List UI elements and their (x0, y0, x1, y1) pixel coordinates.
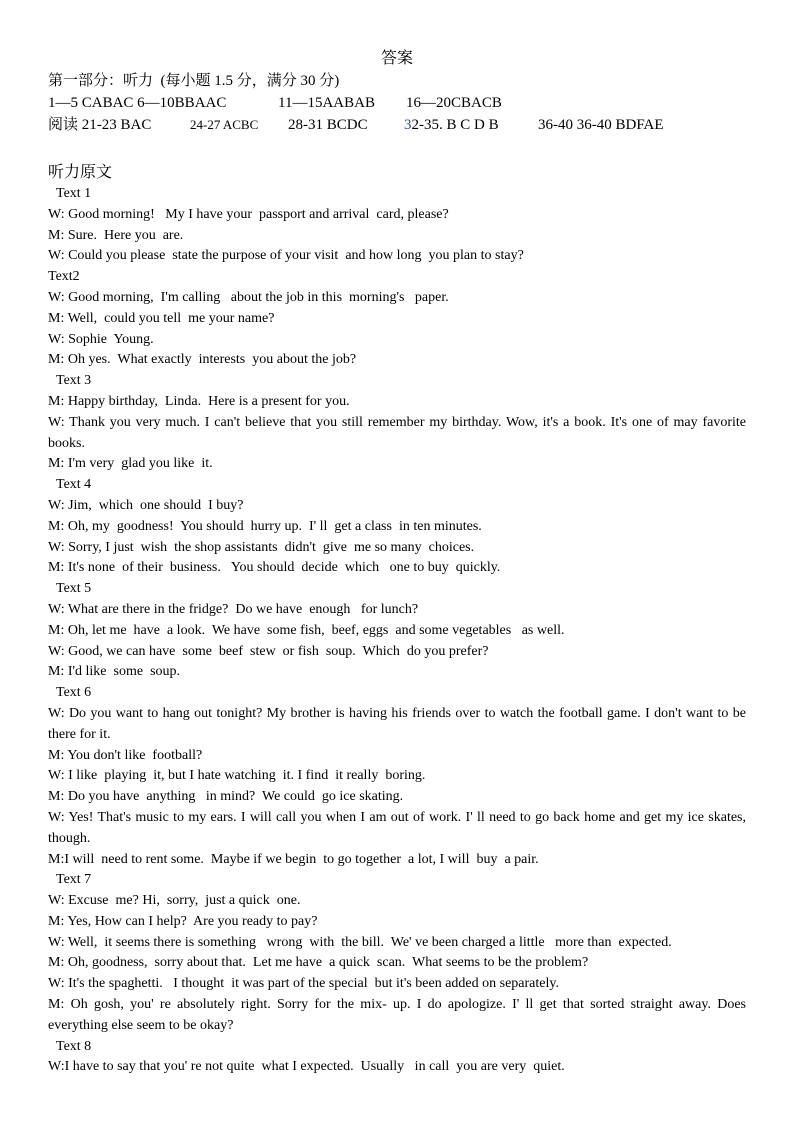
dialogue-line: M:I will need to rent some. Maybe if we begin to go together a lot, I will buy a pair. (48, 851, 539, 867)
text-label: Text 1 (56, 186, 92, 201)
transcript (48, 184, 746, 1078)
listening-answers-16-20: 16—20CBACB (406, 95, 502, 111)
text-label: Text2 (48, 269, 80, 285)
page-title: 答案 (380, 50, 413, 67)
dialogue-line: M: Oh, let me have a look. We have some fish, beef, eggs and some vegetables as well. (48, 622, 565, 638)
dialogue-line: M: Oh, goodness, sorry about that. Let me have a quick scan. What seems to be the problem? (48, 955, 589, 971)
dialogue-line: W: Excuse me? Hi, sorry, just a quick one. (48, 893, 301, 909)
reading-answers-28-31: 28-31 BCDC (288, 117, 368, 133)
dialogue-line: M: Well, could you tell me your name? (48, 310, 275, 326)
text-label: Text 4 (56, 477, 92, 493)
reading-answers-21-23: 阅读 21-23 BAC (48, 117, 152, 133)
reading-answers-32-prefix: 3 (404, 117, 412, 133)
answer-document (48, 48, 746, 1078)
dialogue-line: M: Sure. Here you are. (48, 227, 184, 243)
dialogue-line: W: Good morning! My I have your passport and arrival card, please? (48, 206, 449, 222)
dialogue-line: W: Sophie Young. (48, 331, 154, 347)
dialogue-line: M: I'm very glad you like it. (48, 456, 213, 472)
dialogue-line: M: Oh yes. What exactly interests you about the job? (48, 352, 357, 368)
dialogue-line: W: Sorry, I just wish the shop assistants didn't give me so many choices. (48, 539, 475, 555)
part1-header: 第一部分：听力 (每小题 1.5 分，满分 30 分) (48, 73, 340, 89)
listening-answers-11-15: 11—15AABAB (278, 95, 375, 111)
dialogue-line: M: Oh, my goodness! You should hurry up. I' ll get a class in ten minutes. (48, 518, 482, 534)
reading-answers-row (48, 114, 746, 136)
text-label: Text 5 (56, 581, 92, 597)
text-label: Text 6 (56, 685, 92, 701)
dialogue-line: W: Jim, which one should I buy? (48, 497, 244, 513)
reading-answers-24-27: 24-27 ACBC (190, 117, 259, 132)
dialogue-line: W: Thank you very much. I can't believe that you still remember my birthday. Wow, it's a book. It's one of may favorite books. (48, 414, 746, 451)
reading-answers-32-35 (404, 114, 499, 136)
dialogue-line: W: Well, it seems there is something wrong with the bill. We' ve been charged a little more than expected. (48, 934, 672, 950)
dialogue-line: W:I have to say that you' re not quite what I expected. Usually in call you are very quiet. (48, 1059, 565, 1075)
dialogue-line: W: Good, we can have some beef stew or fish soup. Which do you prefer? (48, 643, 489, 659)
text-label: Text 8 (56, 1038, 92, 1054)
dialogue-line: M: Yes, How can I help? Are you ready to pay? (48, 913, 318, 929)
text-label: Text 7 (56, 872, 92, 888)
transcript-heading: 听力原文 (48, 164, 113, 181)
text-label: Text 3 (56, 373, 92, 389)
dialogue-line: W: Yes! That's music to my ears. I will call you when I am out of work. I' ll need to go back home and get my ice skates, though. (48, 809, 746, 846)
dialogue-line: M: Do you have anything in mind? We could go ice skating. (48, 789, 404, 805)
dialogue-line: W: I like playing it, but I hate watching it. I find it really boring. (48, 768, 426, 784)
listening-answers-1-10: 1—5 CABAC 6—10BBAAC (48, 95, 227, 111)
dialogue-line: M: It's none of their business. You should decide which one to buy quickly. (48, 560, 501, 576)
dialogue-line: W: What are there in the fridge? Do we have enough for lunch? (48, 601, 419, 617)
dialogue-line: M: I'd like some soup. (48, 664, 181, 680)
dialogue-line: W: Good morning, I'm calling about the job in this morning's paper. (48, 289, 449, 305)
reading-answers-32-rest: 2-35. B C D B (411, 117, 499, 133)
dialogue-line: M: Happy birthday, Linda. Here is a present for you. (48, 393, 350, 409)
dialogue-line: W: It's the spaghetti. I thought it was part of the special but it's been added on separately. (48, 976, 559, 992)
dialogue-line: W: Could you please state the purpose of your visit and how long you plan to stay? (48, 248, 524, 264)
dialogue-line: M: Oh gosh, you' re absolutely right. Sorry for the mix- up. I do apologize. I' ll get that sorted straight away. Does everything else seem to be okay? (48, 997, 746, 1033)
dialogue-line: M: You don't like football? (48, 747, 203, 763)
listening-answers-row (48, 92, 746, 114)
reading-answers-36-40: 36-40 36-40 BDFAE (538, 117, 664, 133)
dialogue-line: W: Do you want to hang out tonight? My brother is having his friends over to watch the football game. I don't want to be there for it. (48, 705, 746, 742)
